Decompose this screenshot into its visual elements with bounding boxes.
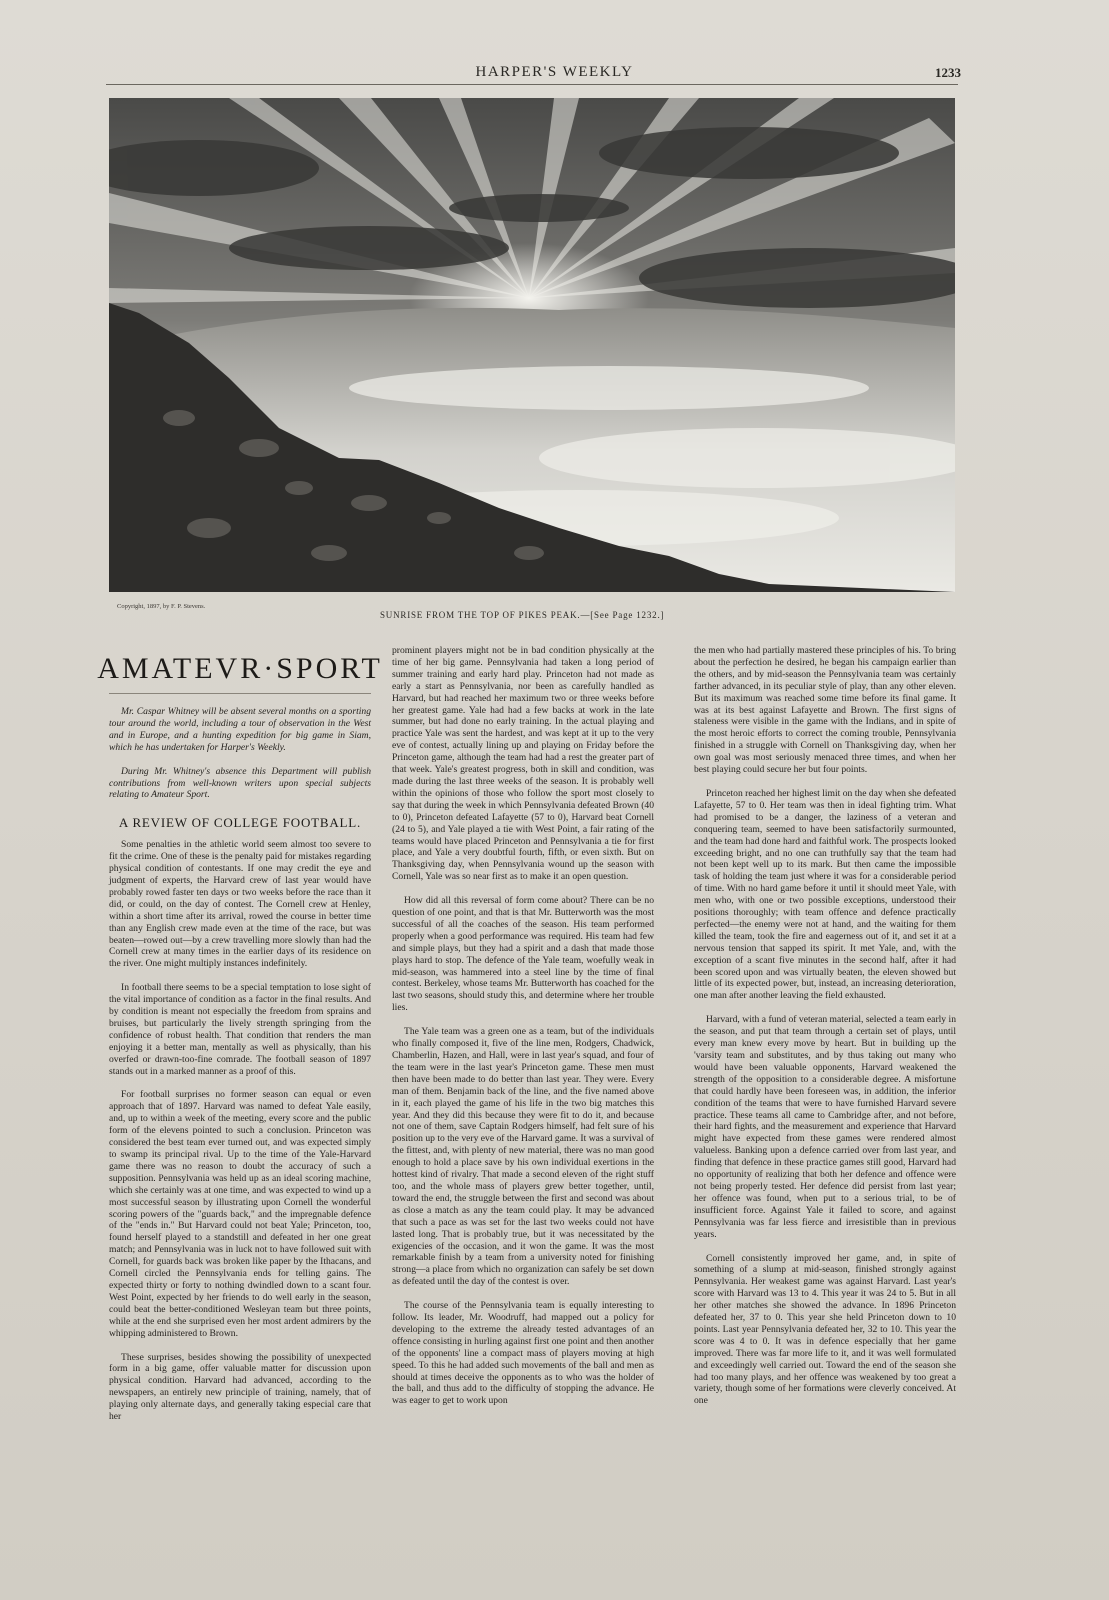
notice-paragraph: Mr. Caspar Whitney will be absent several months on a sporting tour around the world, including a tour of observation in the West and in Europe, and a hunting expedition for big game in Siam, which he has undertaken for Harper's Weekly. [109,706,371,753]
sunrise-photograph [109,98,955,592]
paragraph: These surprises, besides showing the possibility of unexpected form in a big game, offer valuable matter for discussion upon physical condition. Harvard had advanced, according to the newspapers, an entirely new principle of training, namely, that of playing only alternate days, and generally taking especial care that her [109,1351,371,1423]
page-number: 1233 [935,65,961,80]
column-3 [694,645,956,1419]
photo-credit: Copyright, 1897, by F. P. Stevens. [117,603,206,610]
paragraph: the men who had partially mastered these principles of his. To bring about the perfection he desired, he began his campaign earlier than the others, and by mid-season the Pennsylvania team was certainly farther advanced, in its peculiar style of play, than any other eleven. But its maximum was reached some time before its final game. It was at its best against Lafayette and Brown. The first signs of staleness were visible in the game with the Indians, and in spite of the most heroic efforts to correct the coming trouble, Pennsylvania finished in a struggle with Cornell on Thanksgiving day, when her own goal was most seriously menaced three times, and when her best playing could secure her but four points. [694,645,956,776]
section-title: AMATEVR·SPORT [109,649,371,694]
paragraph: The course of the Pennsylvania team is equally interesting to follow. Its leader, Mr. Woodruff, had mapped out a policy for developing to the extreme the already tested advantages of an offence consisting in hurling against first one point and then another of the opponents' line a compact mass of players moving at high speed. To this he had added such movements of the ball and men as should at times deceive the opponents as to who was the holder of the ball, and thus add to the difficulty of stopping the advance. He was eager to get to work upon [392,1300,654,1407]
paragraph: Cornell consistently improved her game, and, in spite of something of a slump at mid-season, finished strongly against Pennsylvania. Her weakest game was against Harvard. Last year's score with Harvard was 13 to 4. This year it was 24 to 5. But in all her other matches she showed the advance. In 1896 Princeton defeated her, 37 to 0. This year she held Princeton down to 10 points. Last year Pennsylvania defeated her, 32 to 10. This year the score was 4 to 0. It was in defence especially that her game improved. There was far more life to it, and it was well formulated and exceedingly well carried out. Toward the end of the season she had too many plays, and her offence was weakened by too great a variety, though some of her formations were cleverly conceived. At one [694,1252,956,1407]
notice-paragraph: During Mr. Whitney's absence this Department will publish contributions from well-known writers upon special subjects relating to Amateur Sport. [109,765,371,801]
column-1 [97,645,383,1435]
sunrise-illustration [109,98,955,592]
paragraph: The Yale team was a green one as a team, but of the individuals who finally composed it, five of the line men, Rodgers, Chadwick, Chamberlin, Hazen, and Hall, were in last year's squad, and four of the team were in the last year's Princeton game. These men must then have been made to do better than last year. They were. Every man of them. Benjamin back of the line, and the five named above in it, each played the game of his life in the two big matches this year. And they did this because they were fit to do it, and because not one of them, save Captain Rodgers himself, had felt sure of his position up to the very eve of the Harvard game. It was a survival of the fittest, and, with plenty of new material, there was no man good enough to hold a place save by his own individual exertions in the hottest kind of rivalry. That made a second eleven of the right stuff too, and the whole mass of players grew better together, until, toward the end, the struggle between the first and second was about as close a match as any the team could play. It may be advanced that such a pace as was set for the last two weeks could not have lasted long. That is probably true, but it was necessitated by the exigencies of the occasion, and it won the game. It was the most remarkable finish by a team from a university noted for finishing strong—a place from which no organization can safely be set down as defeated until the day of the contest is over. [392,1026,654,1288]
masthead: HARPER'S WEEKLY [475,64,634,80]
paragraph: For football surprises no former season can equal or even approach that of 1897. Harvard was named to defeat Yale easily, and, up to within a week of the meeting, every score and the public form of the elevens pointed to such a conclusion. Princeton was considered the best team ever turned out, and was expected simply to swamp its principal rival. Up to the time of the Yale-Harvard game there was no reason to doubt the accuracy of such a supposition. Pennsylvania was held up as an ideal scoring machine, which she certainly was at one time, and was expected to wind up a most successful season by illustrating upon Cornell the wonderful scoring powers of the "guards back," and the impregnable defence of the "ends in." But Harvard could not beat Yale; Princeton, too, found herself played to a standstill and defeated in her one great match; and Pennsylvania was in luck not to have followed suit with Cornell, for guards back was broken like paper by the Ithacans, and Cornell circled the Pennsylvania ends for telling gains. The expected thirty or forty to nothing dwindled down to a scant four. West Point, expected by her friends to do well early in the season, could beat the better-conditioned Wesleyan team but three points, while at the end she surprised even her most ardent admirers by the whipping administered to Brown. [109,1089,371,1339]
paragraph: prominent players might not be in bad condition physically at the time of her big game. Pennsylvania had taken a long period of summer training and early hard play. Princeton had not made as early a start as Pennsylvania, nor been as carefully handled as Harvard, but had reached her maximum two or three weeks before her greatest game. Yale had had a few backs at work in the late summer, but had done no early training. In the actual playing and practice Yale was sent the hardest, and was kept at it up to the very eve of contest, actually lining up and playing on Friday before the Princeton game, although the team had had a rest the greater part of that week. Yale's greatest progress, both in skill and condition, was made during the last three weeks of the season. It is probably well within the opinions of those who follow the sport most closely to say that during the week in which Pennsylvania defeated Brown (40 to 0), Princeton defeated Lafayette (57 to 0), Harvard beat Cornell (24 to 5), and Yale played a tie with West Point, a fair rating of the teams would have placed Princeton and Pennsylvania a tie for first place, and Yale a very doubtful fourth, fifth, or even sixth. But on Thanksgiving day, when Pennsylvania wound up the season with Cornell, Yale was so near first as to make it an open question. [392,645,654,883]
paragraph: Princeton reached her highest limit on the day when she defeated Lafayette, 57 to 0. Her team was then in ideal fighting trim. What had promised to be a danger, the laziness of a veteran and conquering team, seemed to have been satisfactorily surmounted, and the team had done hard and faithful work. The prospects looked exceeding bright, and no one can truthfully say that the team had not been kept well up to its mark. But then came the impossible task of holding the team just where it was for a considerable period of time. With no hard game before it until it should meet Yale, with men who, with one or two possible exceptions, understood their positions thoroughly; with team offence and defence practically perfected—the enemy were not at hand, and the waiting for them killed the team, took the fire and eagerness out of it, and set it at a nervous tension that sapped its spirit. It met Yale, and, with the exception of a scant five minutes in the second half, after it had been scored upon and was virtually beaten, the eleven showed but little of its expected power, but, instead, an increasing deterioration, one man after another leaving the field exhausted. [694,787,956,1002]
page-header [0,64,1109,86]
header-rule [106,84,958,85]
paragraph: Some penalties in the athletic world seem almost too severe to fit the crime. One of these is the penalty paid for mistakes regarding physical condition of contestants. If one may credit the eye and judgment of experts, the Harvard crew of last year would have probably rowed faster ten days or two weeks before the race than it did, or could, on the day of contest. The Cornell crew at Henley, within a short time after its arrival, rowed the course in better time than any English crew made even at the time of the race, but was beaten—rowed out—by a crew travelling more slowly than had the Cornell crew at many times in the earlier days of its residence on the river. One might multiply instances indefinitely. [109,839,371,970]
paragraph: How did all this reversal of form come about? There can be no question of one point, and that is that Mr. Butterworth was the most successful of all the coaches of the season. His team performed properly when a good performance was required. His team had few and simple plays, but they had a spirit and a dash that made those plays hard to stop. The defence of the Yale team, woefully weak in mid-season, was hammered into a steel line by the time of final contest. Berkeley, whose teams Mr. Butterworth has coached for the last two seasons, should study this, and determine where her trouble lies. [392,895,654,1014]
photo-caption: SUNRISE FROM THE TOP OF PIKES PEAK.—[See Page 1232.] [380,610,665,620]
column-2 [392,645,654,1419]
article-title: A REVIEW OF COLLEGE FOOTBALL. [118,815,362,831]
paragraph: Harvard, with a fund of veteran material, selected a team early in the season, and put that team through a certain set of plays, until every man knew every move by heart. But in building up the 'varsity team and substitutes, and by thus taking out many who would have been valuable opponents, Harvard weakened the strength of the opposition to a considerable degree. A misfortune that could hardly have been foreseen was, in addition, the inferior condition of the teams that were to have furnished Harvard severe practice. These teams all came to Cambridge after, and not before, their hard fights, and the measurement and experience that Harvard might have expected from these games were rendered almost valueless. Banking upon a defence carried over from last year, and finding that defence in these practice games still good, Harvard had no opportunity of realizing that both her defence and offence were not being properly tested. Her defence did persist from last year; her offence was found, when put to a serious trial, to be of insufficient force. Against Yale it failed to score, and against Pennsylvania was far less fierce and irresistible than in previous years. [694,1014,956,1240]
editor-notice [109,706,371,801]
paragraph: In football there seems to be a special temptation to lose sight of the vital importance of condition as a factor in the final results. And by condition is meant not especially the freedom from sprains and bruises, but particularly the lively strength springing from the confidence of robust health. That condition that renders the man enjoying it a better man, mentally as well as physically, than his overfed or drawn-too-fine comrade. The football season of 1897 stands out in a marked manner as a proof of this. [109,982,371,1077]
